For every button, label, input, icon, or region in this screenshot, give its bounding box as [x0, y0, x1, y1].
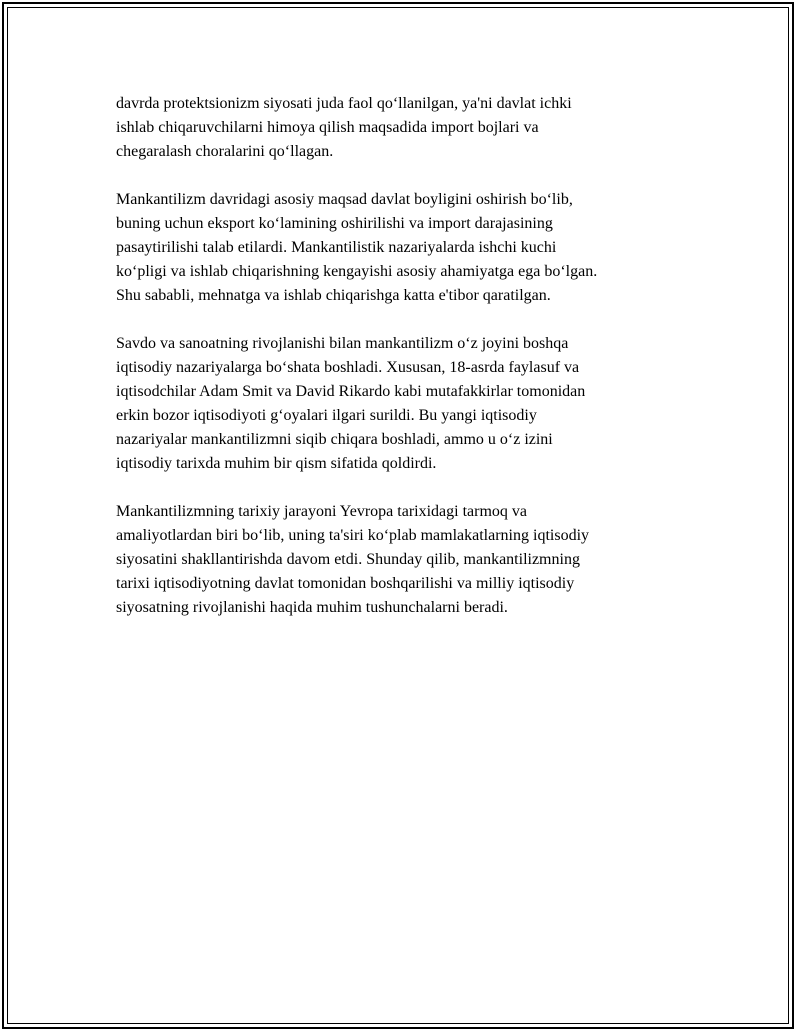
text-line: iqtisodiy tarixda muhim bir qism sifatida qoldirdi. [116, 455, 437, 472]
paragraph-1 [116, 92, 676, 164]
text-line: siyosatning rivojlanishi haqida muhim tushunchalarni beradi. [116, 599, 508, 616]
text-line: davrda protektsionizm siyosati juda faol qo‘llanilgan, ya'ni davlat ichki [116, 95, 572, 112]
text-line: buning uchun eksport ko‘lamining oshirilishi va import darajasining [116, 215, 553, 232]
text-line: erkin bozor iqtisodiyoti g‘oyalari ilgari surildi. Bu yangi iqtisodiy [116, 407, 537, 424]
text-line: chegaralash choralarini qo‘llagan. [116, 143, 334, 160]
text-line: siyosatini shakllantirishda davom etdi. Shunday qilib, mankantilizmning [116, 551, 580, 568]
document-page [2, 2, 794, 1029]
text-line: nazariyalar mankantilizmni siqib chiqara boshladi, ammo u o‘z izini [116, 431, 553, 448]
text-line: Savdo va sanoatning rivojlanishi bilan mankantilizm o‘z joyini boshqa [116, 335, 569, 352]
text-line: tarixi iqtisodiyotning davlat tomonidan boshqarilishi va milliy iqtisodiy [116, 575, 575, 592]
text-line: iqtisodiy nazariyalarga bo‘shata boshladi. Xususan, 18-asrda faylasuf va [116, 359, 580, 376]
paragraph-4 [116, 500, 676, 620]
text-line: Mankantilizm davridagi asosiy maqsad davlat boyligini oshirish bo‘lib, [116, 191, 573, 208]
document-body [116, 92, 676, 644]
text-line: iqtisodchilar Adam Smit va David Rikardo kabi mutafakkirlar tomonidan [116, 383, 586, 400]
paragraph-2 [116, 188, 676, 308]
paragraph-3 [116, 332, 676, 476]
text-line: ko‘pligi va ishlab chiqarishning kengayishi asosiy ahamiyatga ega bo‘lgan. [116, 263, 598, 280]
text-line: pasaytirilishi talab etilardi. Mankantilistik nazariyalarda ishchi kuchi [116, 239, 557, 256]
text-line: Shu sababli, mehnatga va ishlab chiqarishga katta e'tibor qaratilgan. [116, 287, 551, 304]
text-line: ishlab chiqaruvchilarni himoya qilish maqsadida import bojlari va [116, 119, 539, 136]
text-line: amaliyotlardan biri bo‘lib, uning ta'siri ko‘plab mamlakatlarning iqtisodiy [116, 527, 590, 544]
text-line: Mankantilizmning tarixiy jarayoni Yevropa tarixidagi tarmoq va [116, 503, 528, 520]
